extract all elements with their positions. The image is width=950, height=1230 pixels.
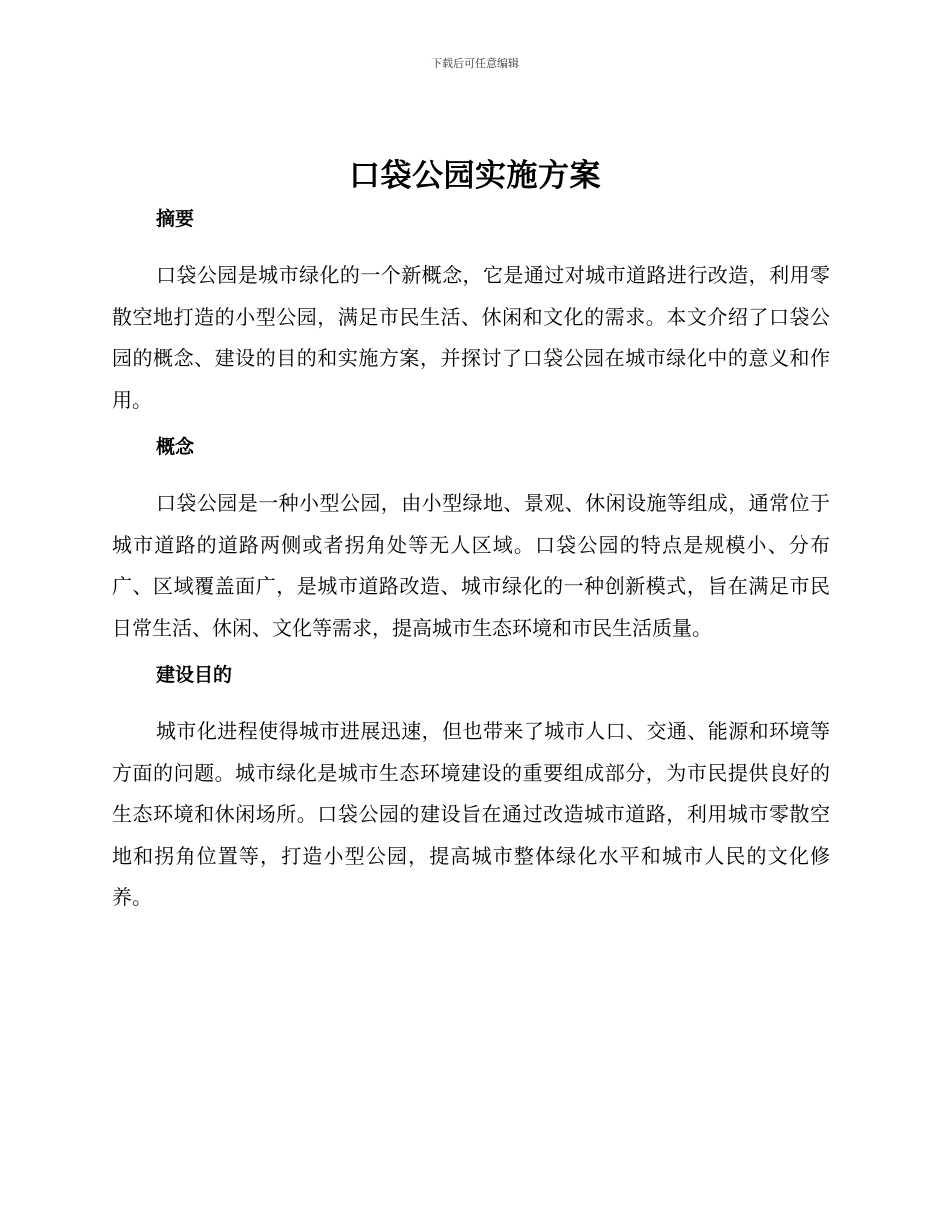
- section-heading-purpose: 建设目的: [156, 664, 233, 686]
- header-note: 下载后可任意编辑: [431, 57, 519, 70]
- section-heading-abstract: 摘要: [156, 208, 195, 230]
- document-body: [112, 205, 830, 931]
- section-paragraph-concept: 口袋公园是一种小型公园，由小型绿地、景观、休闲设施等组成，通常位于城市道路的道路两侧或者拐角处等无人区域。口袋公园的特点是规模小、分布广、区域覆盖面广，是城市道路改造、城市绿化的一种创新模式，旨在满足市民日常生活、休闲、文化等需求，提高城市生态环境和市民生活质量。: [112, 491, 830, 640]
- section-paragraph-purpose: 城市化进程使得城市进展迅速，但也带来了城市人口、交通、能源和环境等方面的问题。城市绿化是城市生态环境建设的重要组成部分，为市民提供良好的生态环境和休闲场所。口袋公园的建设旨在通过改造城市道路，利用城市零散空地和拐角位置等，打造小型公园，提高城市整体绿化水平和城市人民的文化修养。: [112, 719, 830, 909]
- section-heading-concept: 概念: [156, 436, 195, 458]
- document-title: 口袋公园实施方案: [349, 158, 601, 194]
- section-paragraph-abstract: 口袋公园是城市绿化的一个新概念，它是通过对城市道路进行改造，利用零散空地打造的小型公园，满足市民生活、休闲和文化的需求。本文介绍了口袋公园的概念、建设的目的和实施方案，并探讨了口袋公园在城市绿化中的意义和作用。: [112, 263, 830, 412]
